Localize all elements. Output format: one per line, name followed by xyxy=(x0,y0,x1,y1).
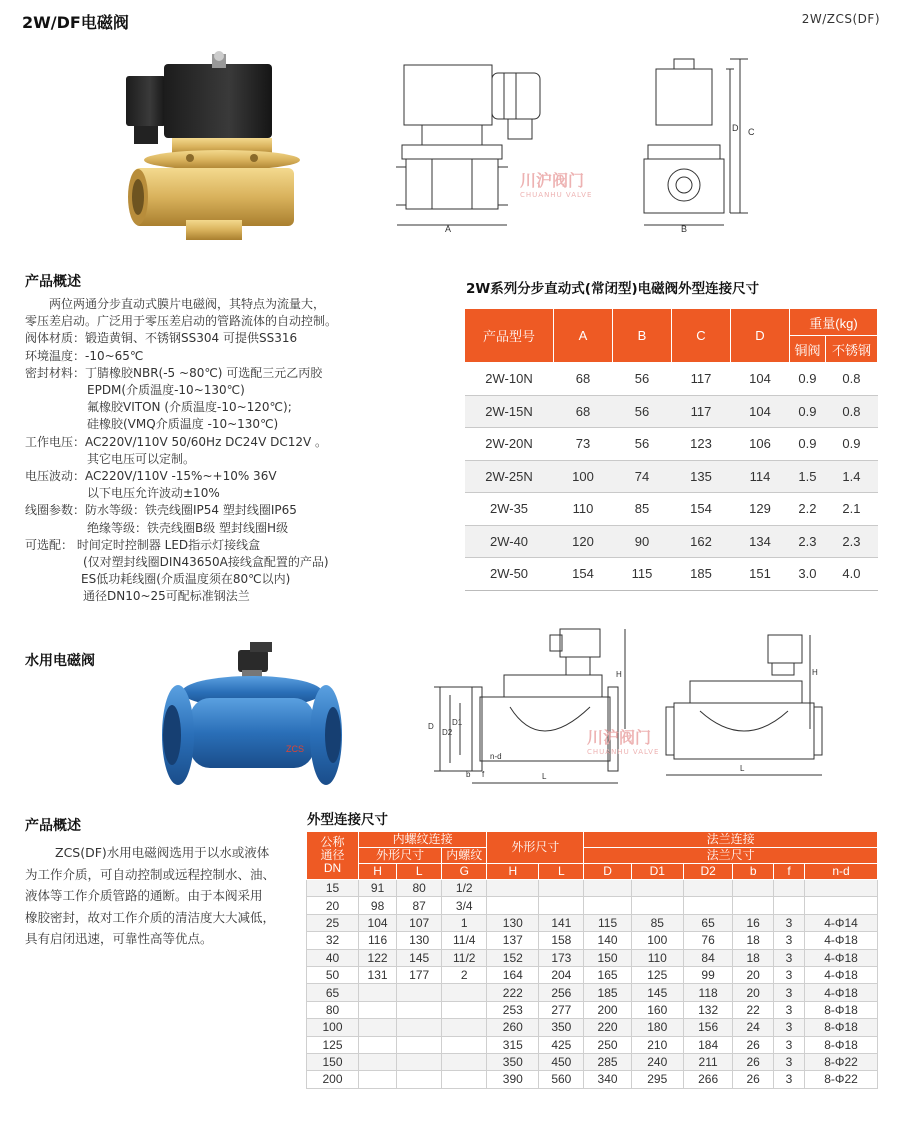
table-cell: 160 xyxy=(631,1001,683,1018)
table-cell: 122 xyxy=(359,949,397,966)
table-cell: 20 xyxy=(733,984,773,1001)
table-cell xyxy=(442,1053,487,1070)
table-cell: 340 xyxy=(584,1071,631,1088)
dim-nd-label: n-d xyxy=(490,752,502,761)
table-cell: 132 xyxy=(683,1001,733,1018)
table-cell: 200 xyxy=(307,1071,359,1088)
table-row xyxy=(307,914,878,931)
column-header: D1 xyxy=(631,864,683,880)
desc-line: 零压差启动。广泛用于零压差启动的管路流体的自动控制。 xyxy=(25,314,338,329)
valve-badge: ZCS xyxy=(286,744,304,754)
table-row xyxy=(307,1019,878,1036)
table-row xyxy=(307,1071,878,1088)
table-cell xyxy=(487,880,539,897)
table-cell: 450 xyxy=(539,1053,584,1070)
column-header: H xyxy=(487,864,539,880)
watermark-2: 川沪阀门 CHUANHU VALVE xyxy=(587,728,660,756)
col-inner-thread: 内螺纹 xyxy=(442,848,487,864)
table-cell: 145 xyxy=(397,949,442,966)
col-outline2: 外形尺寸 xyxy=(487,832,584,864)
table-cell xyxy=(631,880,683,897)
dim-f-label: f xyxy=(482,770,485,779)
col-flange-size: 法兰尺寸 xyxy=(584,848,878,864)
column-header: D2 xyxy=(683,864,733,880)
table-cell: 11/2 xyxy=(442,949,487,966)
desc-line: 电压波动：AC220V/110V -15%~+10% 36V xyxy=(25,469,277,484)
table-cell xyxy=(397,1019,442,1036)
table-cell: 0.9 xyxy=(790,363,826,396)
table-cell: 152 xyxy=(487,949,539,966)
table-cell: 154 xyxy=(554,558,613,591)
table-cell: 56 xyxy=(613,395,672,428)
desc-line: ZCS(DF)水用电磁阀选用于以水或液体 xyxy=(55,845,270,860)
valve-drawing-front xyxy=(392,55,572,235)
desc-line: EPDM(介质温度-10~130℃) xyxy=(87,383,245,398)
column-header: D xyxy=(584,864,631,880)
table-cell: 129 xyxy=(731,493,790,526)
brass-valve-photo xyxy=(120,50,300,245)
table-cell: 158 xyxy=(539,932,584,949)
table-cell: 8-Φ18 xyxy=(805,1019,878,1036)
col-flange: 法兰连接 xyxy=(584,832,878,848)
table-cell: 0.8 xyxy=(825,395,877,428)
table-cell: 110 xyxy=(554,493,613,526)
section2-title: 水用电磁阀 xyxy=(25,653,95,669)
table-cell: 104 xyxy=(731,363,790,396)
table-cell: 0.9 xyxy=(790,428,826,461)
table-cell: 18 xyxy=(733,932,773,949)
table-cell: 3 xyxy=(773,914,804,931)
table-cell: 165 xyxy=(584,966,631,983)
table-cell: 85 xyxy=(613,493,672,526)
table-row xyxy=(307,949,878,966)
table-cell: 84 xyxy=(683,949,733,966)
table-cell: 56 xyxy=(613,428,672,461)
table-cell: 3 xyxy=(773,1001,804,1018)
table-cell: 91 xyxy=(359,880,397,897)
table-cell: 4-Φ18 xyxy=(805,984,878,1001)
table-cell: 350 xyxy=(487,1053,539,1070)
table-cell xyxy=(359,1071,397,1088)
desc-line: 可选配： 时间定时控制器 LED指示灯接线盒 xyxy=(25,537,261,552)
table-cell xyxy=(442,1071,487,1088)
table-cell: 74 xyxy=(613,460,672,493)
col-stainless: 不锈钢 xyxy=(825,336,877,363)
table-cell: 116 xyxy=(359,932,397,949)
table-cell: 3 xyxy=(773,1071,804,1088)
table-cell: 151 xyxy=(731,558,790,591)
table-cell: 154 xyxy=(672,493,731,526)
table-cell: 2.3 xyxy=(825,525,877,558)
table-cell: 32 xyxy=(307,932,359,949)
table-cell: 24 xyxy=(733,1019,773,1036)
col-d: D xyxy=(731,309,790,363)
valve-drawing-side xyxy=(630,55,760,235)
table-cell xyxy=(442,1001,487,1018)
table-cell: 253 xyxy=(487,1001,539,1018)
table-cell: 76 xyxy=(683,932,733,949)
table-cell: 2W-25N xyxy=(465,460,554,493)
table-cell: 3 xyxy=(773,1053,804,1070)
water-valve-drawing-side xyxy=(660,625,830,790)
table-cell: 3 xyxy=(773,1019,804,1036)
table-cell: 8-Φ22 xyxy=(805,1053,878,1070)
table-cell: 3 xyxy=(773,949,804,966)
column-header: G xyxy=(442,864,487,880)
desc-line: ES低功耗线圈(介质温度须在80℃以内) xyxy=(81,572,291,587)
table-cell: 8-Φ18 xyxy=(805,1036,878,1053)
table-cell: 0.9 xyxy=(790,395,826,428)
table-cell: 115 xyxy=(613,558,672,591)
table-cell xyxy=(359,1019,397,1036)
dim-d-label: D xyxy=(428,722,434,731)
table-cell: 40 xyxy=(307,949,359,966)
table-cell: 117 xyxy=(672,395,731,428)
table-cell: 210 xyxy=(631,1036,683,1053)
table-row xyxy=(465,558,878,591)
column-header: b xyxy=(733,864,773,880)
table-cell: 130 xyxy=(487,914,539,931)
col-weight: 重量(kg) xyxy=(790,309,878,336)
table-cell xyxy=(539,897,584,914)
table-cell: 68 xyxy=(554,395,613,428)
table2-dimensions xyxy=(306,831,878,1089)
table-cell: 250 xyxy=(584,1036,631,1053)
table-cell xyxy=(805,897,878,914)
table-cell: 11/4 xyxy=(442,932,487,949)
table-cell: 150 xyxy=(307,1053,359,1070)
table-row xyxy=(465,460,878,493)
table-cell: 185 xyxy=(584,984,631,1001)
table-cell: 137 xyxy=(487,932,539,949)
table-cell: 4.0 xyxy=(825,558,877,591)
table-cell: 25 xyxy=(307,914,359,931)
dim-h-label: H xyxy=(812,668,818,677)
table-cell xyxy=(397,984,442,1001)
table-cell: 184 xyxy=(683,1036,733,1053)
table-cell xyxy=(359,1036,397,1053)
page-title: 2W/DF电磁阀 xyxy=(22,13,129,32)
desc-line: 其它电压可以定制。 xyxy=(87,451,196,466)
table-cell: 277 xyxy=(539,1001,584,1018)
table-cell xyxy=(584,897,631,914)
table-cell: 2W-40 xyxy=(465,525,554,558)
table-cell xyxy=(359,1001,397,1018)
table2-title: 外型连接尺寸 xyxy=(307,812,388,828)
table-cell: 3 xyxy=(773,1036,804,1053)
table-cell: 85 xyxy=(631,914,683,931)
table-cell: 131 xyxy=(359,966,397,983)
table-cell: 2W-15N xyxy=(465,395,554,428)
table-cell xyxy=(584,880,631,897)
dim-b-label: b xyxy=(466,770,471,779)
table-cell: 73 xyxy=(554,428,613,461)
table-cell: 118 xyxy=(683,984,733,1001)
table-cell: 16 xyxy=(733,914,773,931)
table-cell: 260 xyxy=(487,1019,539,1036)
table-cell: 106 xyxy=(731,428,790,461)
table-cell: 2.1 xyxy=(825,493,877,526)
desc-line: 通径DN10~25可配标准钢法兰 xyxy=(83,589,250,604)
table-cell xyxy=(359,1053,397,1070)
section1-description xyxy=(25,296,445,606)
table-cell xyxy=(733,880,773,897)
table-cell: 3 xyxy=(773,966,804,983)
table-row xyxy=(307,897,878,914)
table-cell: 173 xyxy=(539,949,584,966)
table-cell: 2.3 xyxy=(790,525,826,558)
table-cell: 18 xyxy=(733,949,773,966)
table-cell xyxy=(359,984,397,1001)
table-cell: 100 xyxy=(554,460,613,493)
table-row xyxy=(307,984,878,1001)
col-inner: 内螺纹连接 xyxy=(359,832,487,848)
table-cell: 135 xyxy=(672,460,731,493)
table-cell: 180 xyxy=(631,1019,683,1036)
dim-a-label: A xyxy=(444,224,452,234)
table-row xyxy=(307,932,878,949)
table-cell: 390 xyxy=(487,1071,539,1088)
table-cell: 266 xyxy=(683,1071,733,1088)
table-cell: 140 xyxy=(584,932,631,949)
table-cell: 1.4 xyxy=(825,460,877,493)
dim-l-label: L xyxy=(542,772,547,781)
table-cell: 4-Φ18 xyxy=(805,949,878,966)
table-cell: 315 xyxy=(487,1036,539,1053)
table-cell xyxy=(442,1036,487,1053)
table-row xyxy=(307,1036,878,1053)
desc-line: 以下电压允许波动±10% xyxy=(87,486,220,501)
table-cell: 2W-10N xyxy=(465,363,554,396)
table-cell: 1 xyxy=(442,914,487,931)
table-cell: 2W-35 xyxy=(465,493,554,526)
table-row xyxy=(465,428,878,461)
desc-line: 硅橡胶(VMQ介质温度 -10~130℃) xyxy=(87,417,279,432)
desc-line: 绝缘等级：铁壳线圈B级 塑封线圈H级 xyxy=(87,520,289,535)
dim-l-label: L xyxy=(740,764,745,773)
table-row xyxy=(307,1053,878,1070)
table-cell: 100 xyxy=(307,1019,359,1036)
desc-line: 阀体材质：锻造黄铜、不锈钢SS304 可提供SS316 xyxy=(25,331,298,346)
column-header: L xyxy=(397,864,442,880)
table-cell: 2.2 xyxy=(790,493,826,526)
col-c: C xyxy=(672,309,731,363)
table-cell: 15 xyxy=(307,880,359,897)
desc-line: 两位两通分步直动式膜片电磁阀，其特点为流量大， xyxy=(49,297,326,311)
table-cell: 0.8 xyxy=(825,363,877,396)
column-header: f xyxy=(773,864,804,880)
table-cell: 130 xyxy=(397,932,442,949)
table-cell: 56 xyxy=(613,363,672,396)
col-a: A xyxy=(554,309,613,363)
table-cell: 22 xyxy=(733,1001,773,1018)
table-row xyxy=(465,525,878,558)
table-cell: 68 xyxy=(554,363,613,396)
table-cell: 114 xyxy=(731,460,790,493)
table-cell: 156 xyxy=(683,1019,733,1036)
col-copper: 铜阀 xyxy=(790,336,826,363)
table-cell: 20 xyxy=(733,966,773,983)
table-cell: 123 xyxy=(672,428,731,461)
table-cell: 107 xyxy=(397,914,442,931)
table-cell xyxy=(442,1019,487,1036)
table-cell: 3.0 xyxy=(790,558,826,591)
dim-h-label: H xyxy=(616,670,622,679)
table-cell: 2W-50 xyxy=(465,558,554,591)
table-cell: 1/2 xyxy=(442,880,487,897)
table-row xyxy=(465,363,878,396)
table-cell: 125 xyxy=(631,966,683,983)
desc-line: 橡胶密封，故对工作介质的清洁度大大减低， xyxy=(25,909,276,925)
table-cell: 3 xyxy=(773,984,804,1001)
dim-d2-label: D2 xyxy=(442,728,453,737)
table-row xyxy=(465,395,878,428)
dim-b-label: B xyxy=(680,224,688,234)
column-header: H xyxy=(359,864,397,880)
table-cell xyxy=(805,880,878,897)
table-row xyxy=(307,1001,878,1018)
table-cell: 177 xyxy=(397,966,442,983)
table1-dimensions xyxy=(464,308,878,591)
table-cell: 117 xyxy=(672,363,731,396)
table-cell: 200 xyxy=(584,1001,631,1018)
table-cell: 1.5 xyxy=(790,460,826,493)
desc-line: 环境温度：-10~65℃ xyxy=(25,348,144,363)
table-cell: 26 xyxy=(733,1071,773,1088)
table-cell: 115 xyxy=(584,914,631,931)
table-cell: 125 xyxy=(307,1036,359,1053)
table-cell xyxy=(631,897,683,914)
table-cell: 295 xyxy=(631,1071,683,1088)
table-cell: 4-Φ18 xyxy=(805,932,878,949)
desc-line: 工作电压：AC220V/110V 50/60Hz DC24V DC12V 。 xyxy=(25,434,328,449)
table-cell: 50 xyxy=(307,966,359,983)
table-cell: 425 xyxy=(539,1036,584,1053)
model-code: 2W/ZCS(DF) xyxy=(801,12,880,26)
table-cell: 87 xyxy=(397,897,442,914)
desc-line: 具有启闭迅速，可靠性高等优点。 xyxy=(25,931,213,946)
desc-line: 为工作介质，可自动控制或远程控制水、油、 xyxy=(25,866,276,882)
table-cell xyxy=(397,1001,442,1018)
table-cell xyxy=(733,897,773,914)
table-row xyxy=(307,880,878,897)
table-row xyxy=(307,966,878,983)
table-cell: 90 xyxy=(613,525,672,558)
table-cell: 145 xyxy=(631,984,683,1001)
table-cell xyxy=(773,897,804,914)
col-b: B xyxy=(613,309,672,363)
table-cell: 350 xyxy=(539,1019,584,1036)
table-cell: 222 xyxy=(487,984,539,1001)
table-cell: 285 xyxy=(584,1053,631,1070)
col-model: 产品型号 xyxy=(465,309,554,363)
dim-c-label: C xyxy=(748,127,755,137)
table-cell: 26 xyxy=(733,1053,773,1070)
desc-line: (仅对塑封线圈DIN43650A接线盒配置的产品) xyxy=(83,555,329,570)
table-cell: 0.9 xyxy=(825,428,877,461)
table-cell: 110 xyxy=(631,949,683,966)
table-cell xyxy=(683,880,733,897)
table-cell xyxy=(773,880,804,897)
dim-d1-label: D1 xyxy=(452,718,463,727)
table-cell xyxy=(397,1053,442,1070)
desc-line: 氟橡胶VITON (介质温度-10~120℃); xyxy=(87,400,292,415)
table1-title: 2W系列分步直动式(常闭型)电磁阀外型连接尺寸 xyxy=(466,281,760,297)
table-cell: 141 xyxy=(539,914,584,931)
water-valve-photo xyxy=(150,640,355,800)
table-cell: 4-Φ18 xyxy=(805,966,878,983)
desc-line: 液体等工作介质管路的通断。由于本阀采用 xyxy=(25,888,263,903)
dim-d-label: D xyxy=(732,123,739,133)
table-cell xyxy=(397,1071,442,1088)
table-cell: 204 xyxy=(539,966,584,983)
column-header: L xyxy=(539,864,584,880)
table-cell: 100 xyxy=(631,932,683,949)
table-cell: 150 xyxy=(584,949,631,966)
col-outline: 外形尺寸 xyxy=(359,848,442,864)
table-cell: 2W-20N xyxy=(465,428,554,461)
table-cell xyxy=(539,880,584,897)
table-row xyxy=(465,493,878,526)
table-cell: 80 xyxy=(397,880,442,897)
section2-overview-title: 产品概述 xyxy=(25,818,81,834)
table-cell: 560 xyxy=(539,1071,584,1088)
table-cell: 211 xyxy=(683,1053,733,1070)
table-cell: 162 xyxy=(672,525,731,558)
table-cell: 3/4 xyxy=(442,897,487,914)
desc-line: 线圈参数：防水等级：铁壳线圈IP54 塑封线圈IP65 xyxy=(25,503,297,518)
water-valve-drawing-front xyxy=(420,625,630,790)
table-cell: 8-Φ18 xyxy=(805,1001,878,1018)
table-cell: 164 xyxy=(487,966,539,983)
table-cell: 2 xyxy=(442,966,487,983)
desc-line: 密封材料：丁腈橡胶NBR(-5 ~80℃) 可选配三元乙丙胶 xyxy=(25,365,323,380)
section1-title: 产品概述 xyxy=(25,274,81,290)
table-cell: 256 xyxy=(539,984,584,1001)
table-cell: 4-Φ14 xyxy=(805,914,878,931)
table-cell: 3 xyxy=(773,932,804,949)
table-cell: 185 xyxy=(672,558,731,591)
table-cell: 220 xyxy=(584,1019,631,1036)
table-cell: 20 xyxy=(307,897,359,914)
table-cell: 104 xyxy=(359,914,397,931)
table-cell xyxy=(397,1036,442,1053)
column-header: n-d xyxy=(805,864,878,880)
table-cell: 104 xyxy=(731,395,790,428)
table-cell xyxy=(442,984,487,1001)
table-cell xyxy=(683,897,733,914)
section2-description xyxy=(25,842,297,950)
table-cell: 65 xyxy=(683,914,733,931)
table-cell: 8-Φ22 xyxy=(805,1071,878,1088)
table-cell: 80 xyxy=(307,1001,359,1018)
table-cell: 98 xyxy=(359,897,397,914)
table-cell: 99 xyxy=(683,966,733,983)
table-cell xyxy=(487,897,539,914)
table-cell: 240 xyxy=(631,1053,683,1070)
table-cell: 65 xyxy=(307,984,359,1001)
col-dn: 公称 通径 DN xyxy=(307,832,359,880)
table-cell: 120 xyxy=(554,525,613,558)
table-cell: 134 xyxy=(731,525,790,558)
watermark-1: 川沪阀门 CHUANHU VALVE xyxy=(520,171,593,199)
table-cell: 26 xyxy=(733,1036,773,1053)
